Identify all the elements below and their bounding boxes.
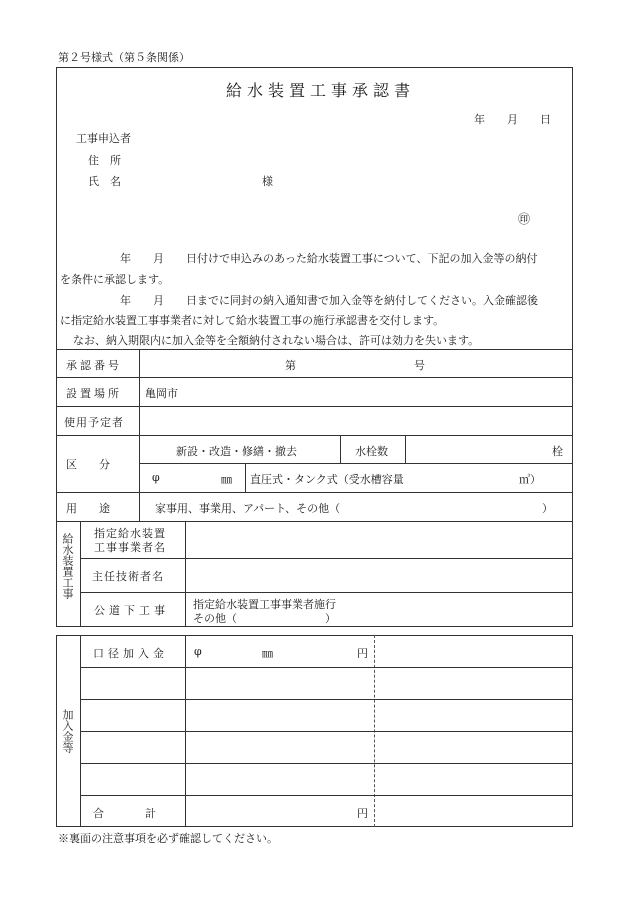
row-line [56, 377, 573, 378]
issue-date: 年 月 日 [474, 113, 551, 126]
fee-group-label: 加入金等 [61, 709, 74, 753]
location-label: 設置場所 [66, 387, 122, 400]
col-line [139, 349, 140, 521]
approval-number-dai: 第 [285, 359, 296, 372]
row-line [56, 406, 573, 407]
row-line [56, 521, 573, 522]
row-line [80, 699, 573, 700]
engineer-label: 主任技術者名 [92, 570, 164, 583]
seal-mark: ㊞ [518, 212, 531, 226]
public-road-option-2: その他（ ） [193, 612, 336, 625]
user-label: 使用予定者 [64, 416, 124, 429]
body-line-2: を条件に承認します。 [60, 273, 170, 286]
diameter-fee-label: 口径加入金 [93, 647, 168, 660]
total-yen: 円 [357, 807, 368, 820]
col-line [245, 463, 246, 492]
public-road-option-1: 指定給水装置工事事業者施行 [193, 598, 336, 611]
fee-diameter-symbol: φ [194, 645, 202, 658]
diameter-symbol: φ [152, 471, 160, 484]
row-line [80, 795, 573, 796]
row-line [80, 667, 573, 668]
applicant-heading: 工事申込者 [76, 132, 131, 145]
body-line-3: 年 月 日までに同封の納入通知書で加入金等を納付してください。入金確認後 [120, 294, 538, 307]
col-line [405, 435, 406, 463]
location-value: 亀岡市 [145, 387, 178, 400]
page-title: 給水装置工事承認書 [226, 81, 416, 100]
usage-close: ） [542, 502, 553, 515]
category-types: 新設・改造・修繕・撤去 [176, 445, 297, 458]
row-line [80, 558, 573, 559]
usage-options: 家事用、事業用、アパート、その他（ [155, 502, 341, 515]
contractor-label-1: 指定給水装置 [94, 527, 166, 540]
body-line-1: 年 月 日付けで申込みのあった給水装置工事について、下記の加入金等の納付 [120, 252, 538, 265]
honorific-sama: 様 [262, 175, 273, 188]
supply-type: 直圧式・タンク式（受水槽容量 [250, 473, 404, 486]
approval-number-go: 号 [414, 359, 425, 372]
diameter-fee-yen: 円 [357, 647, 368, 660]
applicant-address-label: 住 所 [88, 154, 121, 167]
works-group-label: 給水装置工事 [61, 533, 74, 599]
total-label: 合 計 [93, 807, 158, 820]
category-label: 区 分 [66, 458, 110, 471]
fee-diameter-unit: ㎜ [262, 647, 273, 660]
col-line [80, 521, 81, 627]
body-line-5: なお、納入期限内に加入金等を全額納付されない場合は、許可は効力を失います。 [73, 334, 480, 347]
usage-label: 用 途 [66, 502, 110, 515]
row-line [139, 463, 573, 464]
applicant-name-label: 氏 名 [88, 175, 121, 188]
col-line [340, 435, 341, 463]
form-number: 第２号様式（第５条関係） [58, 51, 190, 64]
faucet-unit: 栓 [552, 445, 563, 458]
public-road-label: 公道下工事 [94, 604, 169, 617]
row-line [80, 731, 573, 732]
row-line [56, 435, 573, 436]
col-line [185, 521, 186, 627]
body-line-4: に指定給水装置工事事業者に対して給水装置工事の施行承認書を交付します。 [60, 314, 445, 327]
row-line [56, 492, 573, 493]
diameter-unit: ㎜ [221, 473, 232, 486]
table1-top-line [56, 349, 573, 350]
row-line [80, 763, 573, 764]
row-line [80, 592, 573, 593]
tank-unit: ㎥） [519, 473, 541, 486]
faucet-count-label: 水栓数 [355, 445, 388, 458]
footnote: ※裏面の注意事項を必ず確認してください。 [58, 832, 278, 845]
approval-number-label: 承認番号 [66, 359, 122, 372]
contractor-label-2: 工事事業者名 [94, 541, 166, 554]
